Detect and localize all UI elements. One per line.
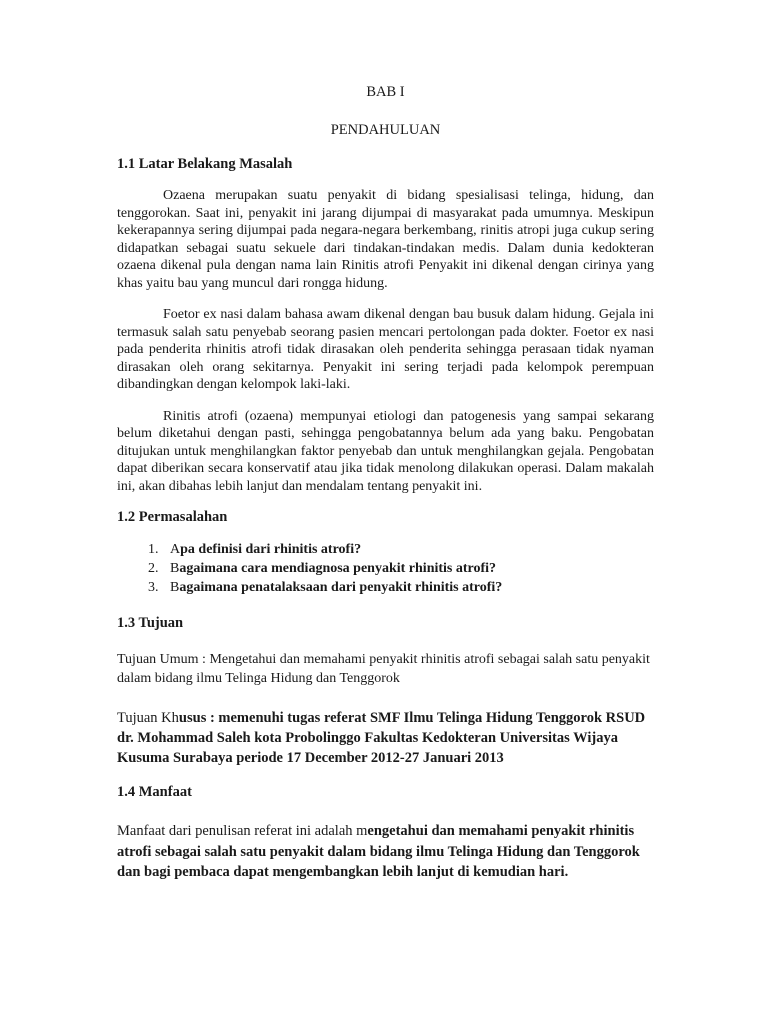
manfaat-lead: Manfaat dari penulisan referat ini adalah m (117, 823, 368, 839)
list-item-lead: B (170, 580, 180, 595)
paragraph-rinitis: Rinitis atrofi (ozaena) mempunyai etiologi dan patogenesis yang sampai sekarang belum diketahui dengan pasti, sehingga pengobatannya belum ada yang baku. Pengobatan ditujukan untuk menghilangkan faktor penyebab dan untuk menghilangkan gejala. Pengobatan dapat diberikan secara konservatif atau jika tidak menolong dilakukan operasi. Dalam makalah ini, akan dibahas lebih lanjut dan mendalam tentang penyakit ini. (117, 408, 654, 494)
section-heading-latar-belakang: 1.1 Latar Belakang Masalah (117, 156, 293, 172)
chapter-title: PENDAHULUAN (330, 122, 441, 138)
chapter-number: BAB I (366, 84, 405, 100)
paragraph-foetor: Foetor ex nasi dalam bahasa awam dikenal dengan bau busuk dalam hidung. Gejala ini termasuk salah satu penyebab seorang pasien mencari pertolongan pada dokter. Foetor ex nasi pada penderita rhinitis atrofi tidak dirasakan oleh penderita sehingga perasaan tidak nyaman dirasakan oleh orang sekitarnya. Penyakit ini sering terjadi pada kelompok perempuan dibandingkan dengan kelompok laki-laki. (117, 307, 654, 392)
section-heading-tujuan: 1.3 Tujuan (117, 615, 184, 631)
section-heading-permasalahan: 1.2 Permasalahan (117, 509, 228, 525)
tujuan-khusus-lead: Tujuan Kh (117, 710, 179, 726)
list-item (162, 540, 654, 559)
paragraph-ozaena: Ozaena merupakan suatu penyakit di bidang spesialisasi telinga, hidung, dan tenggorokan. Saat ini, penyakit ini jarang dijumpai di masyarakat pada umumnya. Meskipun kekerapannya sering dijumpai pada negara-negara berkembang, rinitis atropi juga cukup sering didapatkan sebagai suatu sekuele dari tindakan-tindakan medis. Dalam dunia kedokteran ozaena dikenal pula dengan nama lain Rinitis atrofi Penyakit ini dikenal dengan cirinya yang khas yaitu bau yang muncul dari rongga hidung. (117, 188, 654, 291)
manfaat-bold: engetahui dan memahami penyakit rhinitis atrofi sebagai salah satu penyakit dalam bidang ilmu Telinga Hidung dan Tenggorok dan bagi pembaca dapat mengembangkan lebih lanjut di kemudian hari. (117, 823, 640, 880)
section-heading-manfaat: 1.4 Manfaat (117, 784, 192, 800)
list-item-lead: B (170, 561, 180, 576)
tujuan-khusus-text (117, 708, 654, 768)
manfaat-text (117, 821, 654, 883)
tujuan-khusus-bold: usus : memenuhi tugas referat SMF Ilmu Telinga Hidung Tenggorok RSUD dr. Mohammad Saleh kota Probolinggo Fakultas Kedokteran Universitas Wijaya Kusuma Surabaya periode 17 December 2012-27 Januari 2013 (117, 710, 646, 766)
list-item-text: agaimana penatalaksaan dari penyakit rhinitis atrofi? (179, 580, 503, 595)
tujuan-umum-text: Tujuan Umum : Mengetahui dan memahami penyakit rhinitis atrofi sebagai salah satu penyakit dalam bidang ilmu Telinga Hidung dan Tenggorok (117, 652, 650, 686)
list-item-text: agaimana cara mendiagnosa penyakit rhinitis atrofi? (179, 561, 497, 576)
list-item-text: pa definisi dari rhinitis atrofi? (180, 542, 362, 557)
list-item (162, 559, 654, 578)
list-item-lead: A (170, 542, 181, 557)
list-item (162, 578, 654, 597)
problem-list (117, 540, 654, 597)
